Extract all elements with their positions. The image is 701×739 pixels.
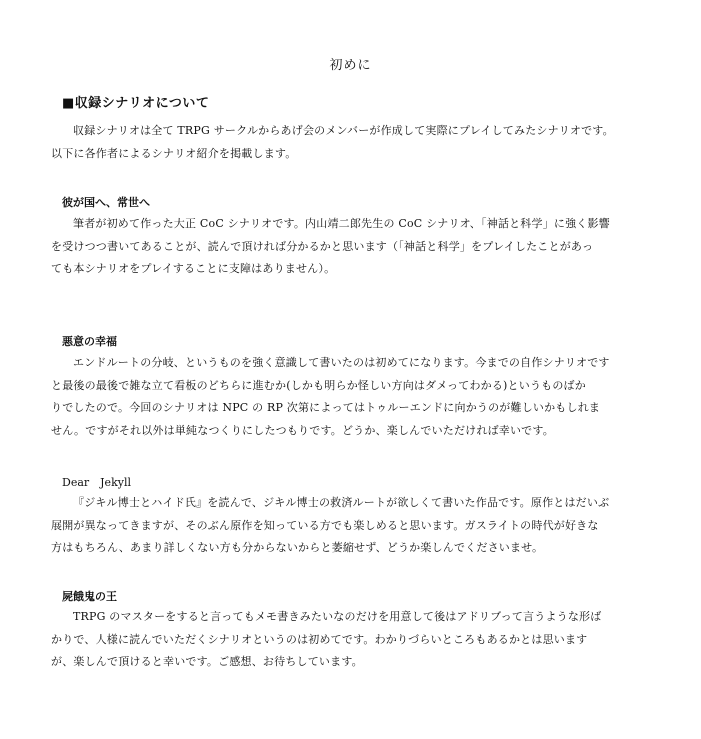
intro-line: 以下に各作者によるシナリオ紹介を掲載します。: [51, 146, 297, 160]
description-line: かりで、人様に読んでいただくシナリオというのは初めてです。わかりづらいところもあるかとは思います: [51, 632, 588, 646]
scenario-title: 屍餓鬼の王: [62, 590, 117, 603]
description-line: りでしたので。今回のシナリオは NPC の RP 次第によってはトゥルーエンドに向かうのが難しいかもしれま: [51, 401, 601, 414]
description-line: 『ジキル博士とハイド氏』を読んで、ジキル博士の救済ルートが欲しくて書いた作品です。原作とはだいぶ: [73, 496, 610, 509]
intro-paragraph: [51, 120, 652, 165]
description-line: 方はもちろん、あまり詳しくない方も分からないからと萎縮せず、どうか楽しんでくださいませ。: [51, 541, 544, 554]
scenario-title: Dear Jekyll: [62, 476, 131, 489]
scenario-description: [51, 352, 652, 442]
description-line: ても本シナリオをプレイすることに支障はありません）。: [51, 262, 336, 275]
scenario-description: [51, 492, 652, 560]
description-line: を受けつつ書いてあることが、読んで頂ければ分かるかと思います（「神話と科学」をプレイしたことがあっ: [51, 239, 594, 253]
scenario-title: 彼が国へ、常世へ: [62, 196, 150, 209]
description-line: せん。ですがそれ以外は単純なつくりにしたつもりです。どうか、楽しんでいただければ幸いです。: [51, 423, 554, 437]
scenario-title: 悪意の幸福: [62, 335, 117, 348]
intro-line: 収録シナリオは全て TRPG サークルからあげ会のメンバーが作成して実際にプレイしてみたシナリオです。: [73, 124, 614, 137]
description-line: 展開が異なってきますが、そのぶん原作を知っている方でも楽しめると思います。ガスライトの時代が好きな: [51, 518, 599, 532]
description-line: TRPG のマスターをすると言ってもメモ書きみたいなのだけを用意して後はアドリブって言うような形ば: [73, 610, 602, 623]
description-line: が、楽しんで頂けると幸いです。ご感想、お待ちしています。: [51, 655, 363, 668]
page-title: 初めに: [329, 58, 372, 73]
scenario-description: [51, 213, 652, 281]
description-line: エンドルートの分岐、というものを強く意識して書いたのは初めてになります。今までの自作シナリオです: [73, 356, 610, 369]
section-heading: ■収録シナリオについて: [62, 96, 210, 111]
scenario-description: [51, 606, 652, 674]
description-line: 筆者が初めて作った大正 CoC シナリオです。内山靖二郎先生の CoC シナリオ、「神話と科学」に強く影響: [73, 217, 610, 230]
description-line: と最後の最後で雑な立て看板のどちらに進むか(しかも明らか怪しい方向はダメってわかる)というものばか: [51, 378, 586, 392]
